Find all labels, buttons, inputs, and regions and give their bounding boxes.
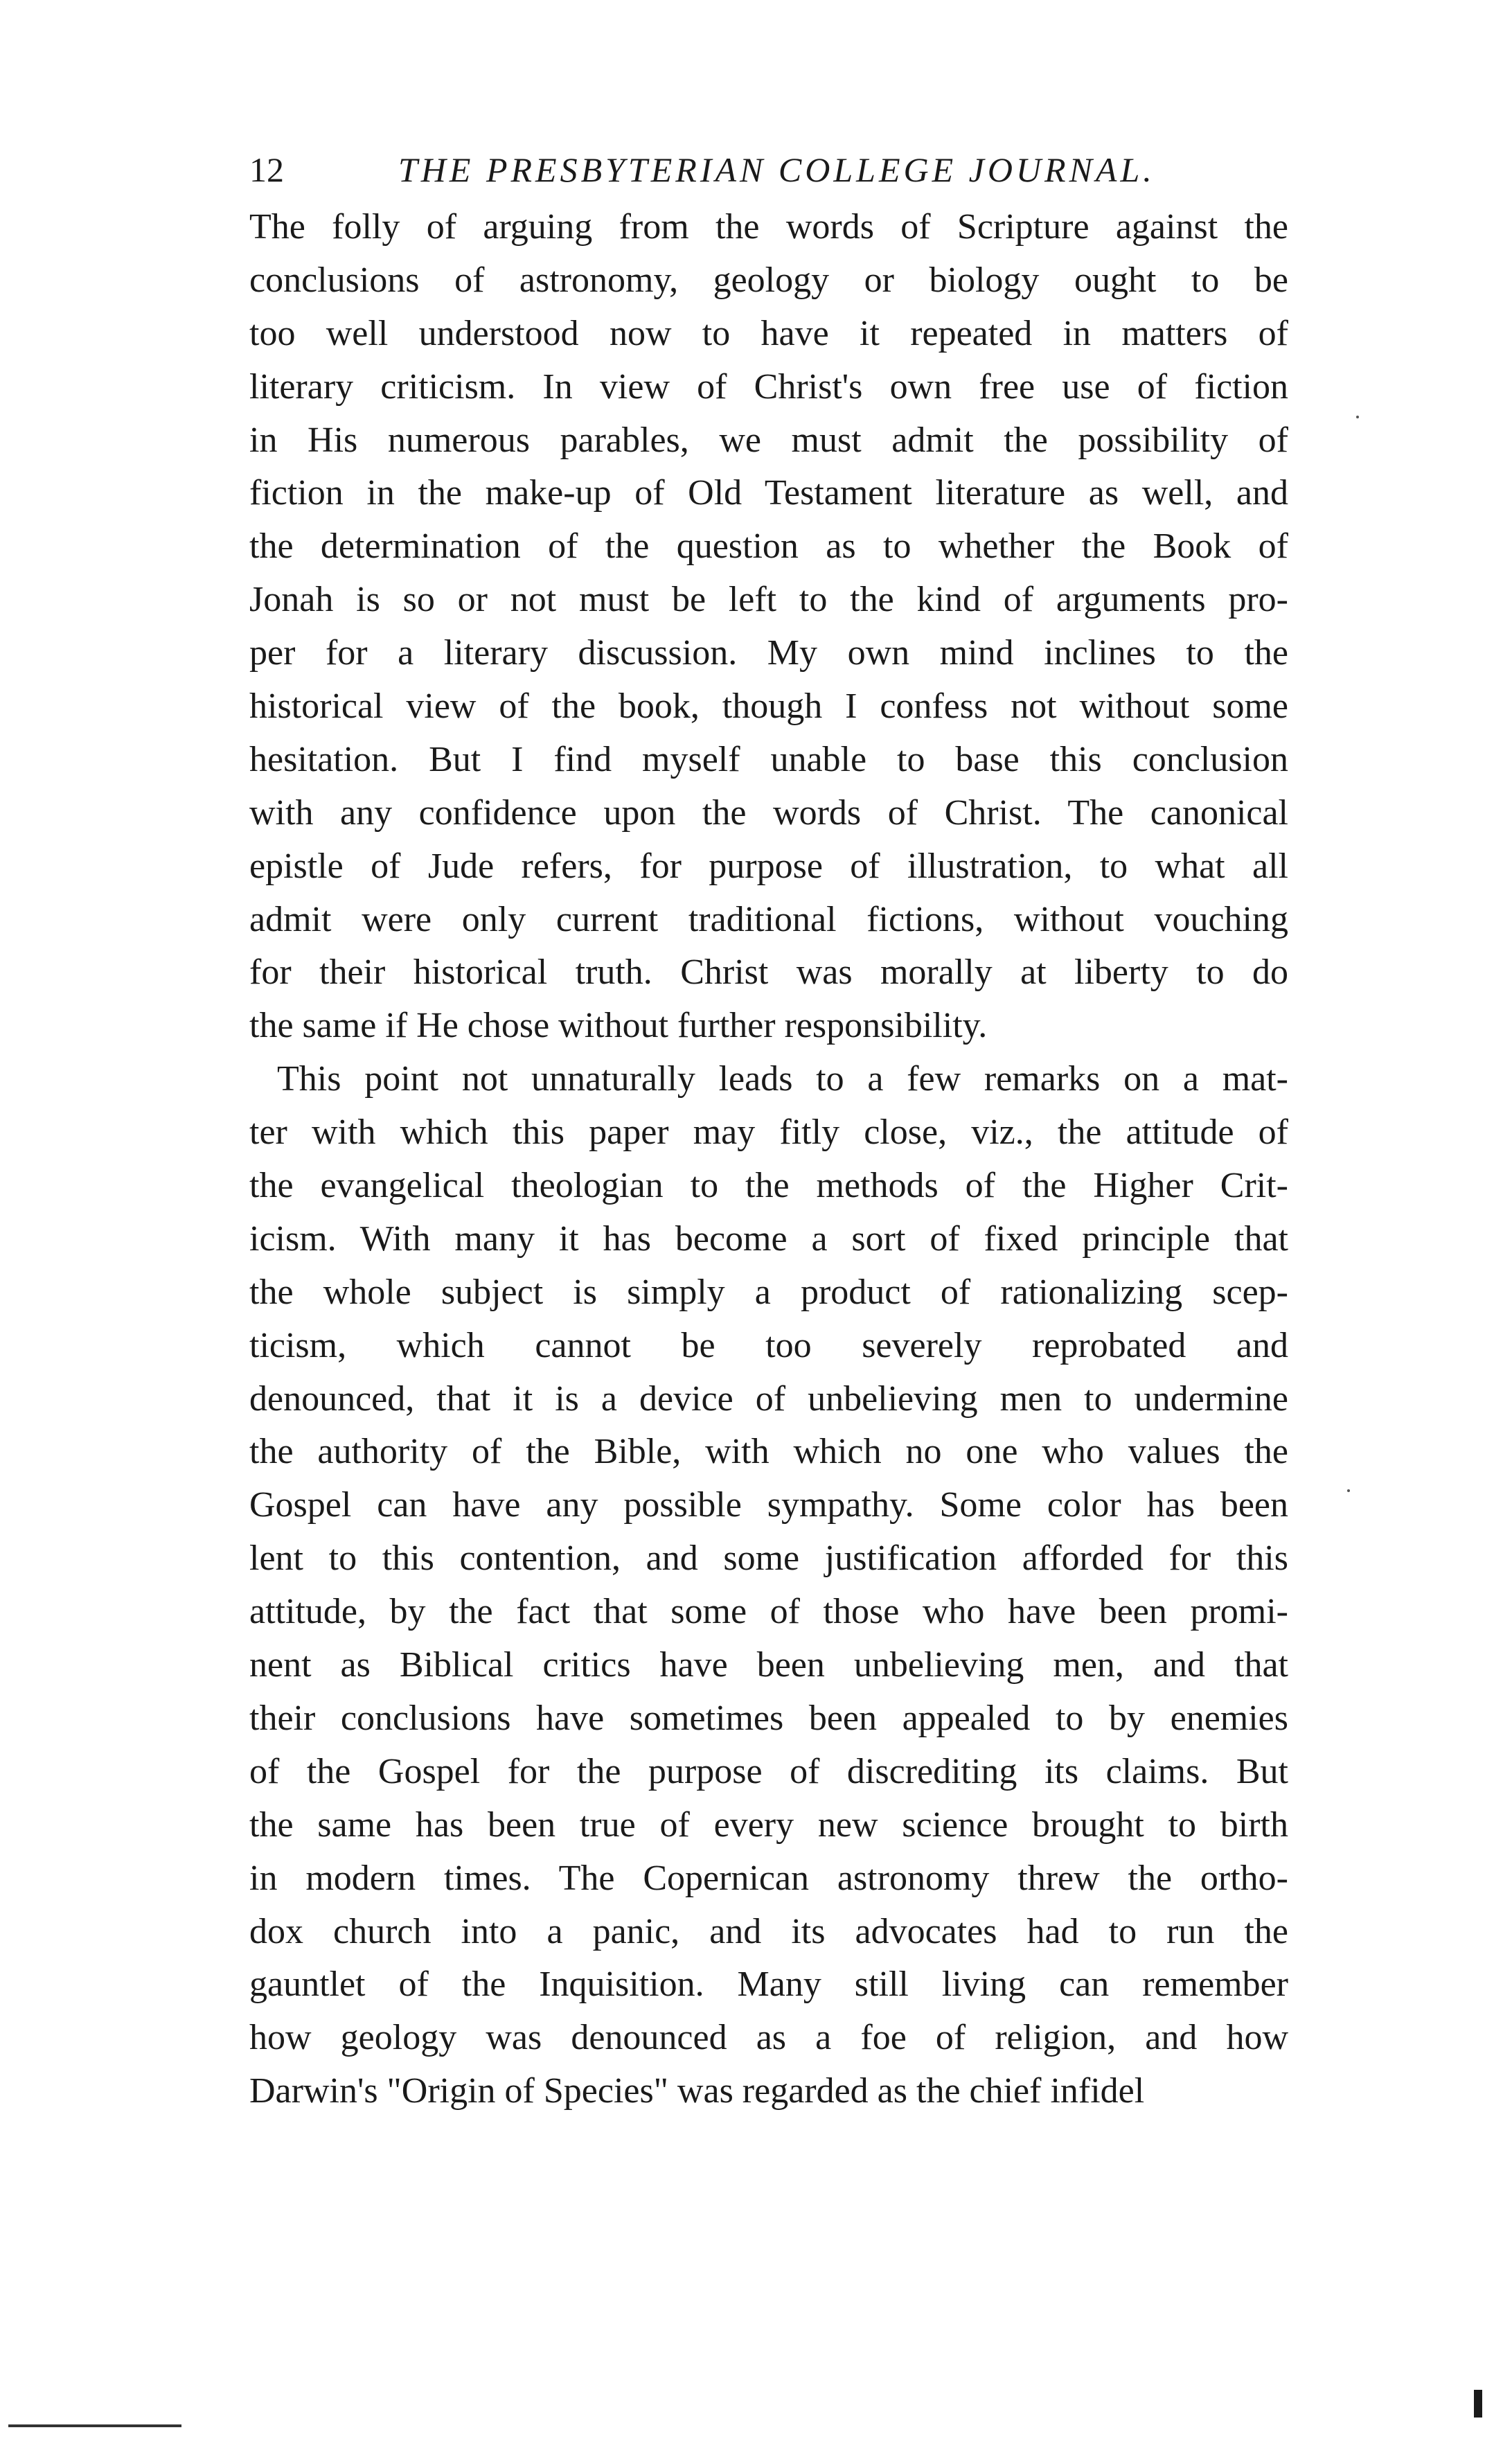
running-head: THE PRESBYTERIAN COLLEGE JOURNAL. (398, 150, 1155, 189)
text-line: dox church into a panic, and its advocates had to run the (249, 1911, 1288, 1951)
page-number: 12 (249, 150, 284, 189)
text-line: literary criticism. In view of Christ's own free use of fiction (249, 366, 1288, 407)
text-line: Gospel can have any possible sympathy. Some color has been (249, 1485, 1288, 1525)
text-line: the same if He chose without further responsibility. (249, 1006, 988, 1046)
text-line: their conclusions have sometimes been appealed to by enemies (249, 1698, 1288, 1738)
text-line: per for a literary discussion. My own mind inclines to the (249, 633, 1288, 673)
text-line: in modern times. The Copernican astronomy threw the ortho- (249, 1858, 1288, 1898)
text-line: The folly of arguing from the words of Scripture against the (249, 207, 1288, 247)
text-line: the authority of the Bible, with which no one who values the (249, 1432, 1288, 1472)
paragraph (249, 201, 1288, 1053)
text-line: conclusions of astronomy, geology or biology ought to be (249, 260, 1288, 300)
text-line: too well understood now to have it repeated in matters of (249, 313, 1288, 353)
text-line: lent to this contention, and some justification afforded for this (249, 1538, 1288, 1579)
text-line: historical view of the book, though I confess not without some (249, 686, 1288, 727)
text-line: the determination of the question as to whether the Book of (249, 526, 1288, 567)
text-line: nent as Biblical critics have been unbelieving men, and that (249, 1645, 1288, 1685)
text-line: ticism, which cannot be too severely reprobated and (249, 1325, 1288, 1365)
text-line: This point not unnaturally leads to a few remarks on a mat- (277, 1059, 1288, 1099)
text-line: gauntlet of the Inquisition. Many still living can remember (249, 1964, 1288, 2005)
text-line: fiction in the make-up of Old Testament literature as well, and (249, 473, 1288, 513)
text-line: hesitation. But I find myself unable to base this conclusion (249, 739, 1288, 779)
text-line: how geology was denounced as a foe of religion, and how (249, 2018, 1288, 2058)
text-line: the whole subject is simply a product of rationalizing scep- (249, 1272, 1288, 1312)
page-header (249, 142, 1288, 197)
text-line: Jonah is so or not must be left to the kind of arguments pro- (249, 580, 1288, 620)
margin-speck (1356, 416, 1359, 418)
text-line: epistle of Jude refers, for purpose of illustration, to what all (249, 846, 1288, 886)
body-text (249, 201, 1288, 2118)
text-line: of the Gospel for the purpose of discrediting its claims. But (249, 1751, 1288, 1791)
paragraph (249, 1053, 1288, 2118)
text-line: in His numerous parables, we must admit the possibility of (249, 420, 1288, 460)
text-line: the evangelical theologian to the methods of the Higher Crit- (249, 1166, 1288, 1206)
text-line: Darwin's "Origin of Species" was regarded as the chief infidel (249, 2071, 1145, 2111)
margin-speck (1347, 1489, 1350, 1492)
text-line: ter with which this paper may fitly close, viz., the attitude of (249, 1112, 1288, 1153)
text-line: the same has been true of every new science brought to birth (249, 1804, 1288, 1845)
margin-mark (1474, 2390, 1482, 2418)
footer-rule (8, 2424, 181, 2427)
text-line: icism. With many it has become a sort of fixed principle that (249, 1218, 1288, 1259)
text-line: attitude, by the fact that some of those who have been promi- (249, 1592, 1288, 1632)
text-line: admit were only current traditional fictions, without vouching (249, 899, 1288, 939)
text-line: for their historical truth. Christ was morally at liberty to do (249, 952, 1288, 993)
text-line: with any confidence upon the words of Christ. The canonical (249, 792, 1288, 833)
text-line: denounced, that it is a device of unbelieving men to undermine (249, 1378, 1288, 1419)
